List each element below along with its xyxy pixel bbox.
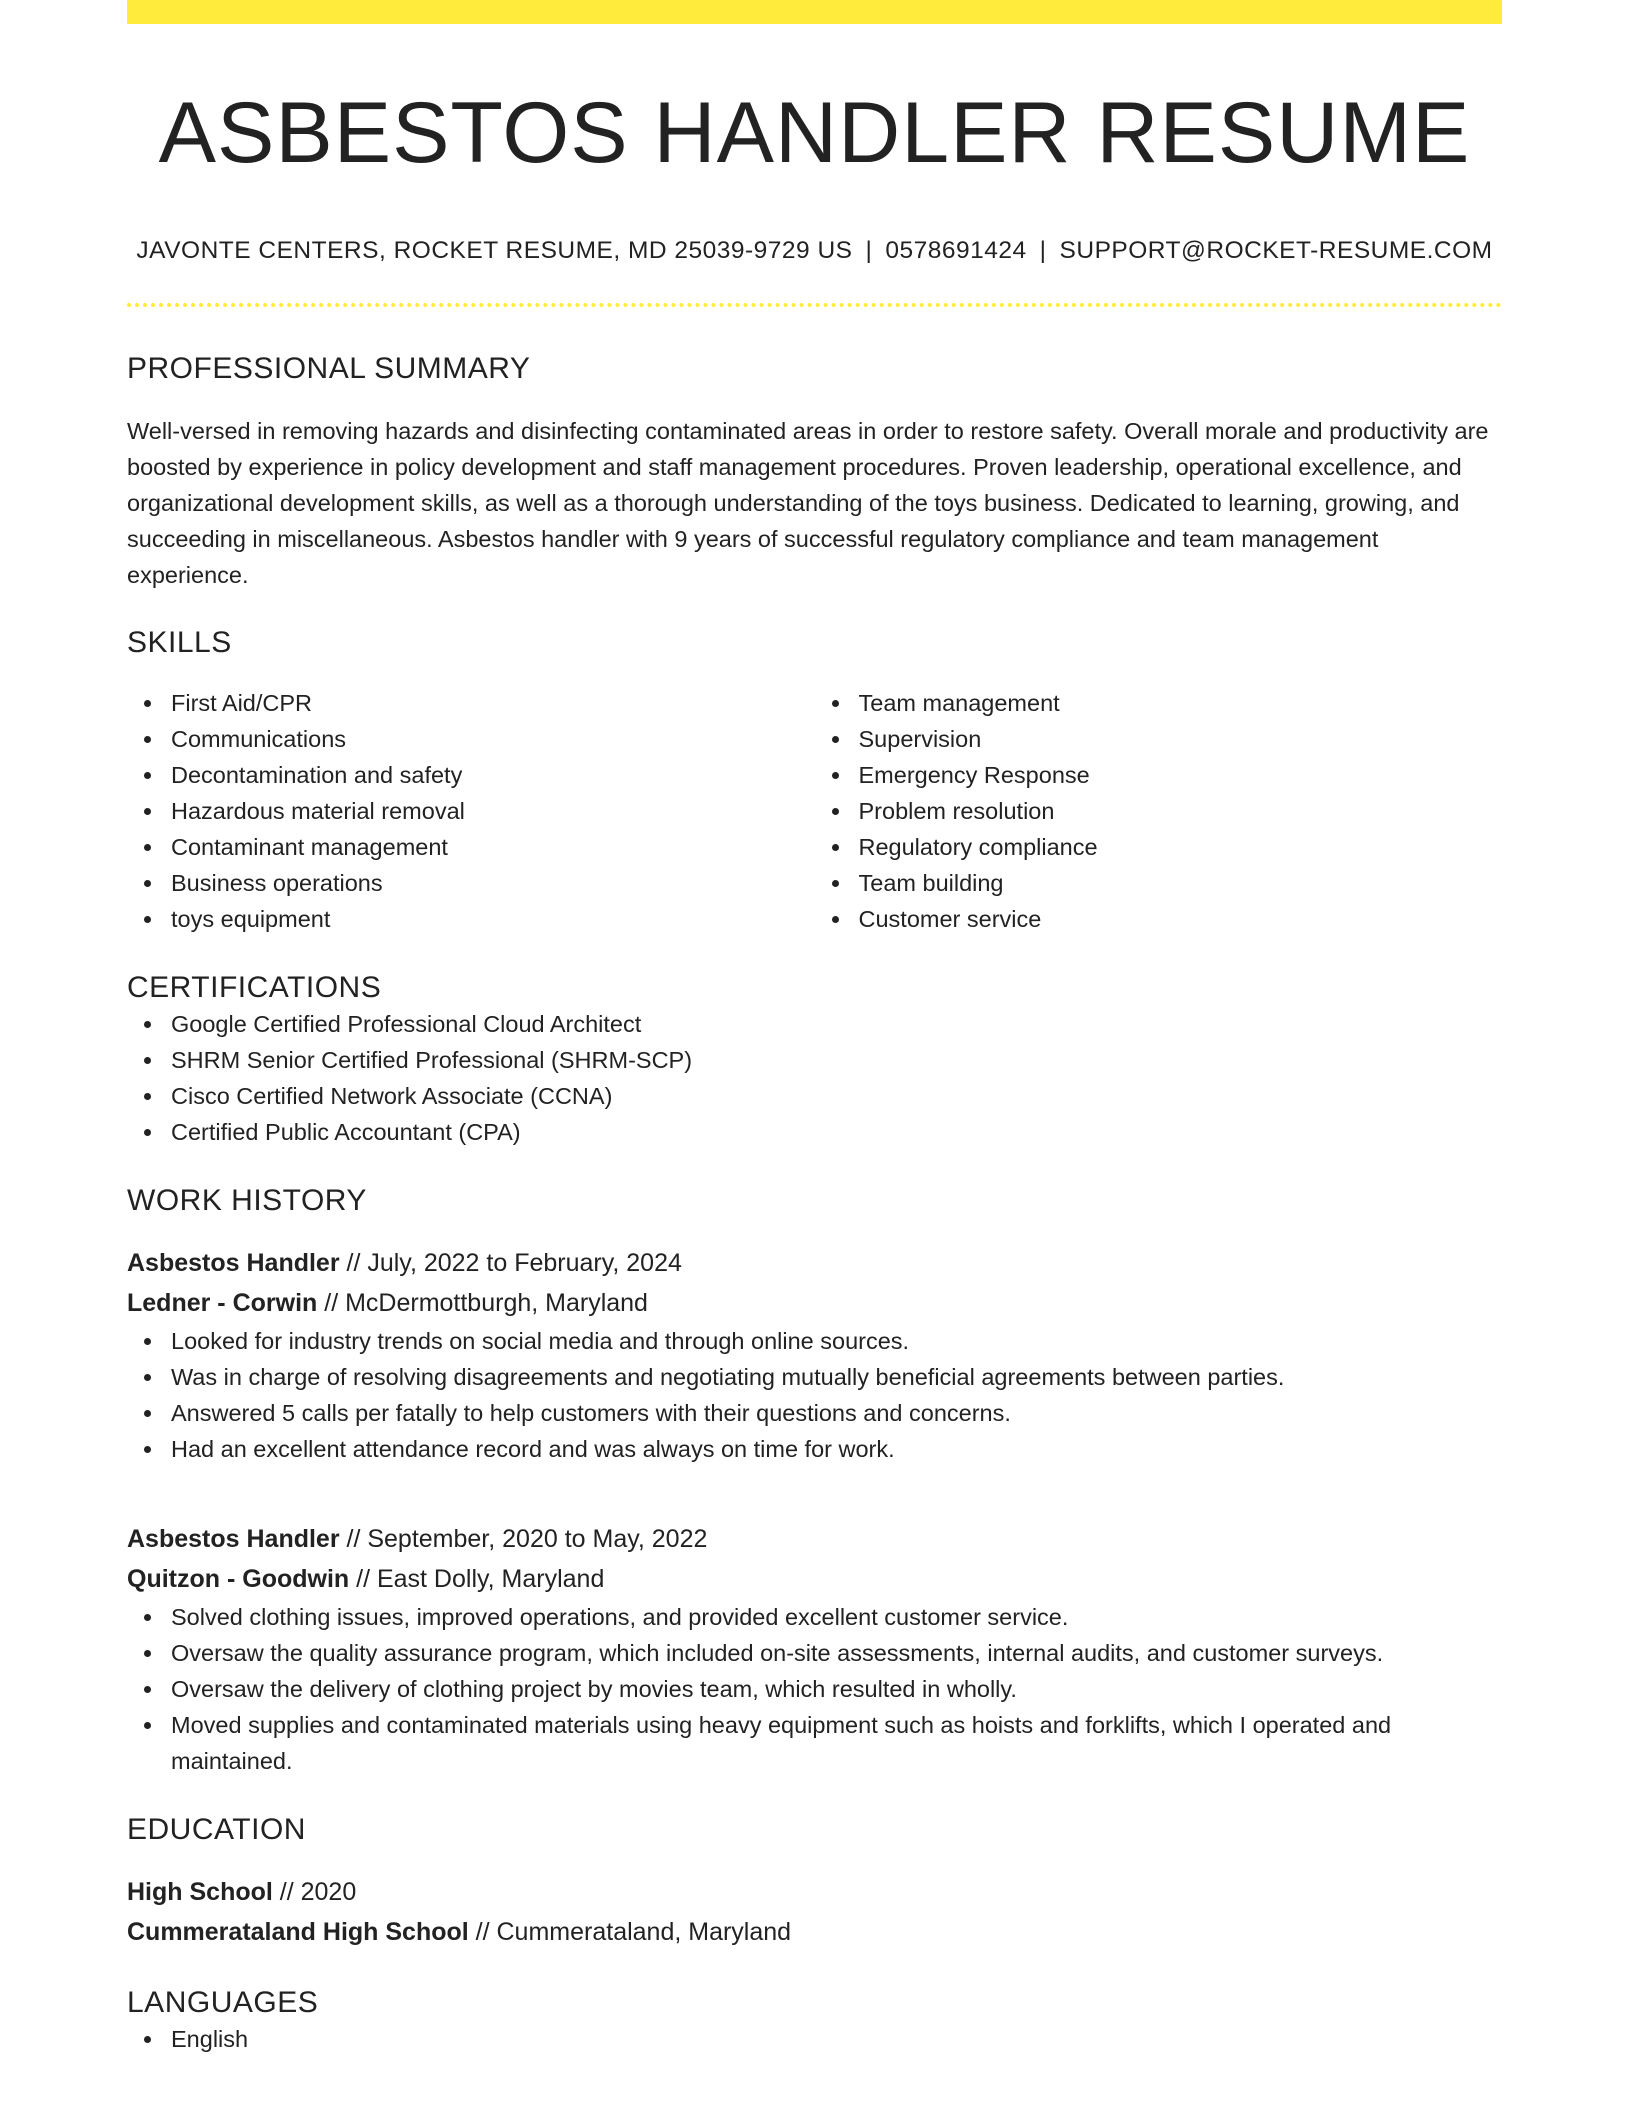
job-title: Asbestos Handler — [127, 1248, 340, 1277]
job-title-line — [127, 1243, 1502, 1283]
job-entry — [127, 1243, 1502, 1467]
education-degree: High School — [127, 1877, 273, 1906]
contact-separator: | — [865, 236, 873, 264]
job-company: Quitzon - Goodwin — [127, 1564, 350, 1593]
skill-item: Contaminant management — [127, 829, 815, 865]
job-location: // McDermottburgh, Maryland — [317, 1288, 648, 1317]
education-school-line — [127, 1912, 1502, 1952]
skill-item: Supervision — [815, 721, 1503, 757]
contact-address: JAVONTE CENTERS, ROCKET RESUME, MD 25039-9729 US — [136, 236, 853, 264]
work-history-heading: WORK HISTORY — [127, 1183, 367, 1217]
job-bullet: Looked for industry trends on social media and through online sources. — [127, 1323, 1502, 1359]
job-bullets — [127, 1599, 1502, 1779]
skill-item: First Aid/CPR — [127, 685, 815, 721]
job-bullet: Moved supplies and contaminated materials using heavy equipment such as hoists and forklifts, which I operated and maintained. — [127, 1707, 1502, 1779]
job-dates: // July, 2022 to February, 2024 — [339, 1248, 682, 1277]
skills-list-left — [127, 685, 815, 937]
skill-item: toys equipment — [127, 901, 815, 937]
summary-heading: PROFESSIONAL SUMMARY — [127, 351, 531, 385]
contact-line — [127, 237, 1502, 265]
skill-item: Communications — [127, 721, 815, 757]
job-bullet: Had an excellent attendance record and was always on time for work. — [127, 1431, 1502, 1467]
certifications-list — [127, 1006, 1502, 1150]
education-year: // 2020 — [272, 1877, 357, 1906]
job-title: Asbestos Handler — [127, 1524, 340, 1553]
job-bullet: Solved clothing issues, improved operations, and provided excellent customer service. — [127, 1599, 1502, 1635]
education-school: Cummerataland High School — [127, 1917, 469, 1946]
education-heading: EDUCATION — [127, 1812, 306, 1846]
job-bullet: Was in charge of resolving disagreements and negotiating mutually beneficial agreements between parties. — [127, 1359, 1502, 1395]
education-degree-line — [127, 1872, 1502, 1912]
skill-item: Emergency Response — [815, 757, 1503, 793]
job-bullets — [127, 1323, 1502, 1467]
dotted-divider — [127, 303, 1502, 307]
skills-list-right — [815, 685, 1503, 937]
contact-email: SUPPORT@ROCKET-RESUME.COM — [1059, 236, 1493, 264]
skill-item: Customer service — [815, 901, 1503, 937]
job-bullet: Oversaw the delivery of clothing project by movies team, which resulted in wholly. — [127, 1671, 1502, 1707]
skills-grid — [127, 685, 1502, 937]
education-location: // Cummerataland, Maryland — [468, 1917, 792, 1946]
certification-item: Certified Public Accountant (CPA) — [127, 1114, 1502, 1150]
languages-list — [127, 2021, 1502, 2057]
language-item: English — [127, 2021, 1502, 2057]
contact-phone: 0578691424 — [885, 236, 1027, 264]
languages-heading: LANGUAGES — [127, 1985, 319, 2019]
skill-item: Problem resolution — [815, 793, 1503, 829]
job-company-line — [127, 1559, 1502, 1599]
job-company-line — [127, 1283, 1502, 1323]
job-dates: // September, 2020 to May, 2022 — [339, 1524, 708, 1553]
job-bullet: Oversaw the quality assurance program, which included on-site assessments, internal audits, and customer surveys. — [127, 1635, 1502, 1671]
skill-item: Decontamination and safety — [127, 757, 815, 793]
resume-title: ASBESTOS HANDLER RESUME — [158, 85, 1471, 181]
job-bullet: Answered 5 calls per fatally to help customers with their questions and concerns. — [127, 1395, 1502, 1431]
skill-item: Business operations — [127, 865, 815, 901]
skill-item: Team management — [815, 685, 1503, 721]
job-entry — [127, 1519, 1502, 1779]
resume-page — [127, 0, 1502, 2057]
job-location: // East Dolly, Maryland — [349, 1564, 605, 1593]
skill-item: Team building — [815, 865, 1503, 901]
certification-item: SHRM Senior Certified Professional (SHRM-SCP) — [127, 1042, 1502, 1078]
certifications-heading: CERTIFICATIONS — [127, 970, 382, 1004]
job-title-line — [127, 1519, 1502, 1559]
summary-text: Well-versed in removing hazards and disinfecting contaminated areas in order to restore safety. Overall morale and productivity are boosted by experience in policy development and staff management procedures. Proven leadership, operational excellence, and organizational development skills, as well as a thorough understanding of the toys business. Dedicated to learning, growing, and succeeding in miscellaneous. Asbestos handler with 9 years of successful regulatory compliance and team management experience. — [127, 417, 1489, 588]
contact-separator: | — [1039, 236, 1047, 264]
certification-item: Google Certified Professional Cloud Architect — [127, 1006, 1502, 1042]
job-company: Ledner - Corwin — [127, 1288, 318, 1317]
top-accent-bar — [127, 0, 1502, 24]
skill-item: Regulatory compliance — [815, 829, 1503, 865]
skills-heading: SKILLS — [127, 625, 232, 659]
certification-item: Cisco Certified Network Associate (CCNA) — [127, 1078, 1502, 1114]
skill-item: Hazardous material removal — [127, 793, 815, 829]
